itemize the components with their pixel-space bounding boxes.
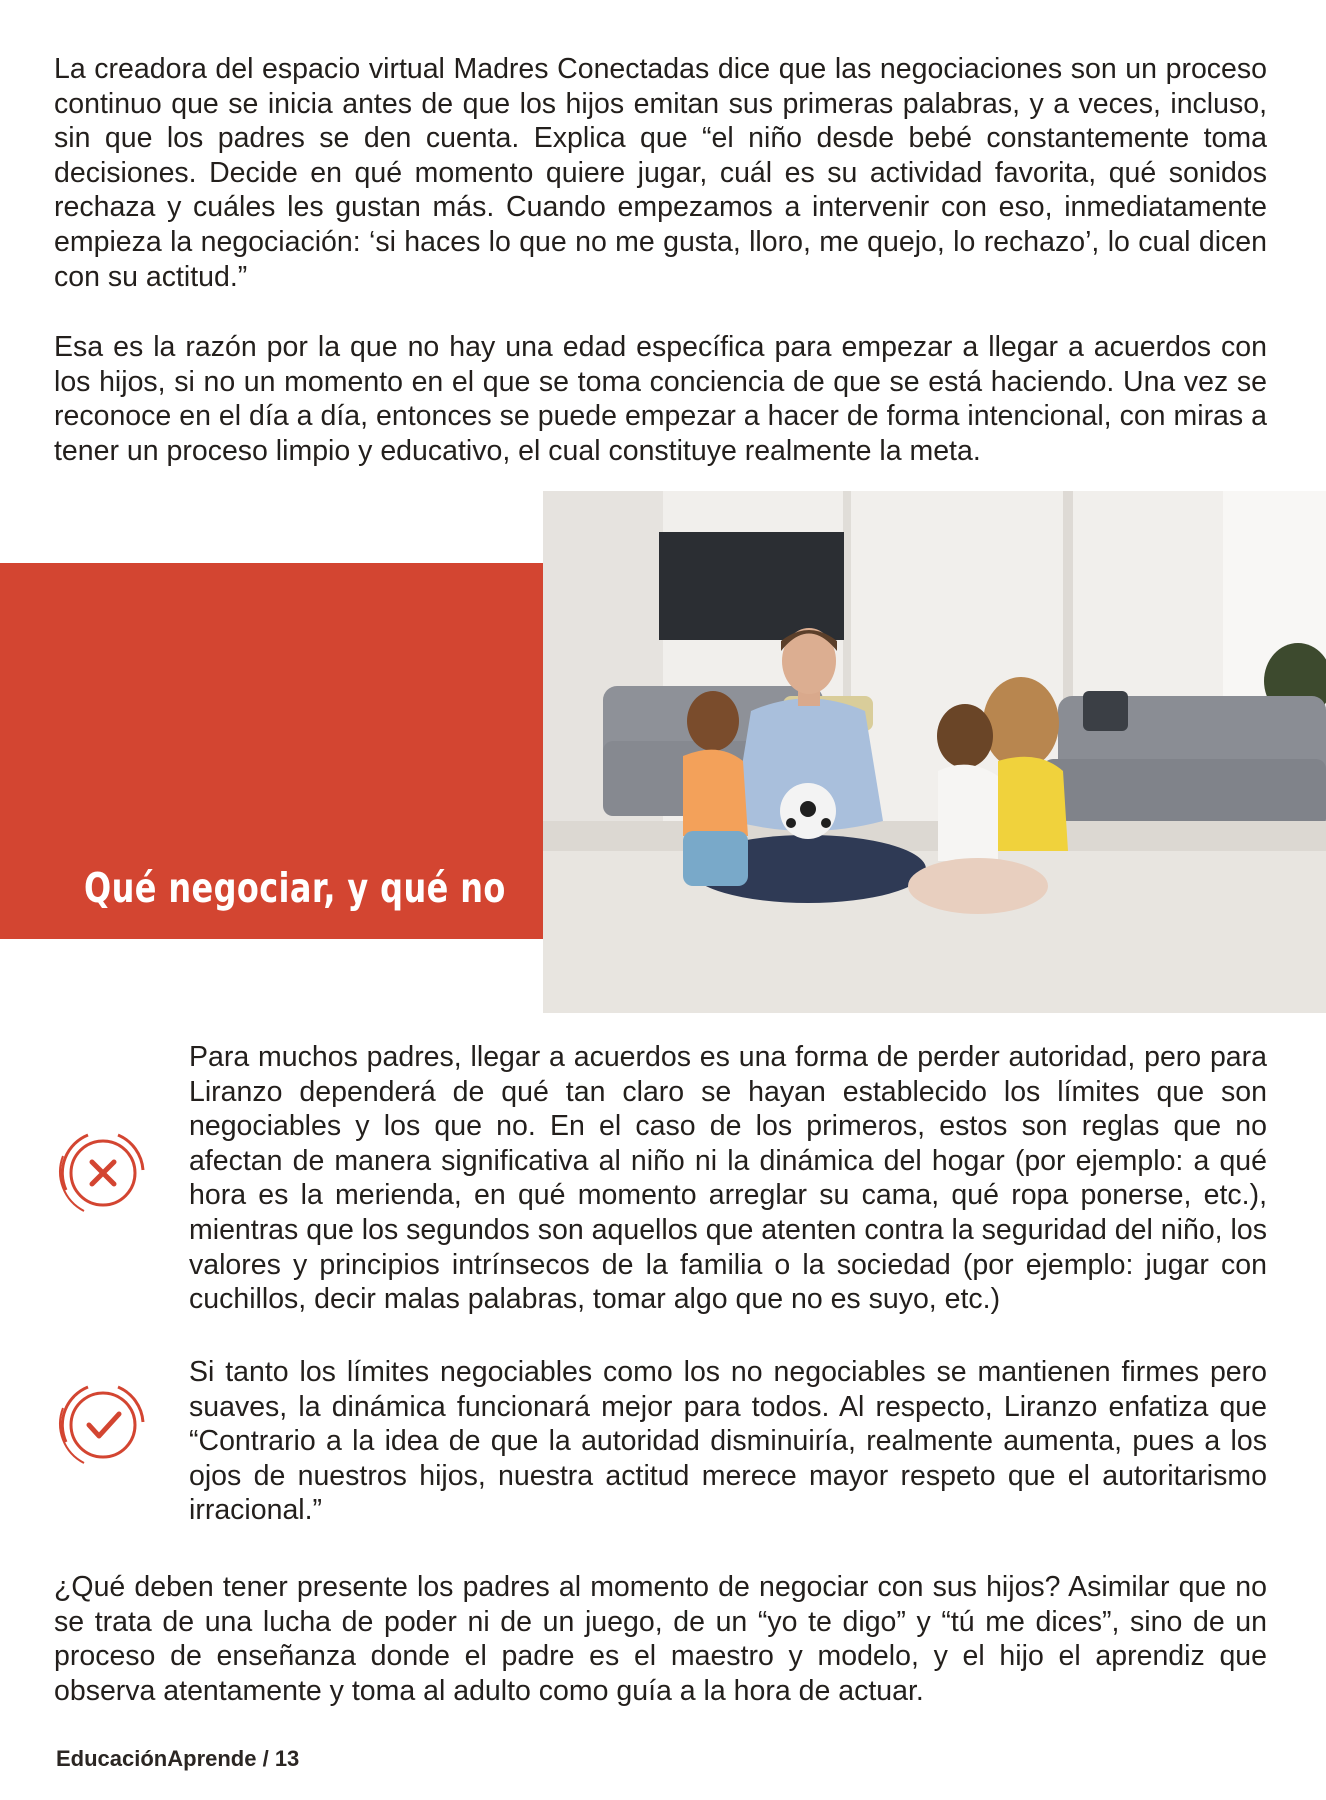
family-photo	[543, 491, 1326, 1013]
firm-limits-paragraph: Si tanto los límites negociables como los no negociables se mantienen firmes pero suaves, la dinámica funcionará mejor para todos. Al respecto, Liranzo enfatiza que “Contrario a la idea de que la autoridad disminuiría, realmente aumenta, pues a los ojos de nuestros hijos, nuestra actitud merece mayor respeto que el autoritarismo irracional.”	[189, 1356, 1267, 1527]
x-mark-icon	[48, 1118, 158, 1228]
tv-shape	[659, 532, 844, 640]
negotiable-limits-paragraph: Para muchos padres, llegar a acuerdos es una forma de perder autoridad, pero para Liranzo dependerá de qué tan claro se hayan establecido los límites que son negociables y los que no. En el caso de los primeros, estos son reglas que no afectan de manera significativa al niño ni la dinámica del hogar (por ejemplo: a qué hora es la merienda, en qué momento arreglar su cama, qué ropa ponerse, etc.), mientras que los segundos son aquellos que atenten contra la seguridad del niño, los valores y principios intrínsecos de la familia o la sociedad (por ejemplo: jugar con cuchillos, decir malas palabras, tomar algo que no es suyo, etc.)	[189, 1041, 1267, 1316]
closing-paragraph: ¿Qué deben tener presente los padres al momento de negociar con sus hijos? Asimilar que no se trata de una lucha de poder ni de un juego, de un “yo te digo” y “tú me dices”, sino de un proceso de enseñanza donde el padre es el maestro y modelo, y el hijo el aprendiz que observa atentamente y toma al adulto como guía a la hora de actuar.	[54, 1571, 1267, 1707]
page-footer: EducaciónAprende / 13	[56, 1746, 300, 1771]
reason-paragraph: Esa es la razón por la que no hay una edad específica para empezar a llegar a acuerdos con los hijos, si no un momento en el que se toma conciencia de que se está haciendo. Una vez se reconoce en el día a día, entonces se puede empezar a hacer de forma intencional, con miras a tener un proceso limpio y educativo, el cual constituye realmente la meta.	[54, 331, 1267, 467]
check-mark-icon	[48, 1370, 158, 1480]
intro-paragraph: La creadora del espacio virtual Madres Conectadas dice que las negociaciones son un proceso continuo que se inicia antes de que los hijos emitan sus primeras palabras, y a veces, incluso, sin que los padres se den cuenta. Explica que “el niño desde bebé constantemente toma decisiones. Decide en qué momento quiere jugar, cuál es su actividad favorita, qué sonidos rechaza y cuáles les gustan más. Cuando empezamos a intervenir con eso, inmediatamente empieza la negociación: ‘si haces lo que no me gusta, lloro, me quejo, lo rechazo’, lo cual dicen con su actitud.”	[54, 53, 1267, 293]
section-heading: Qué negociar, y qué no	[84, 864, 506, 912]
